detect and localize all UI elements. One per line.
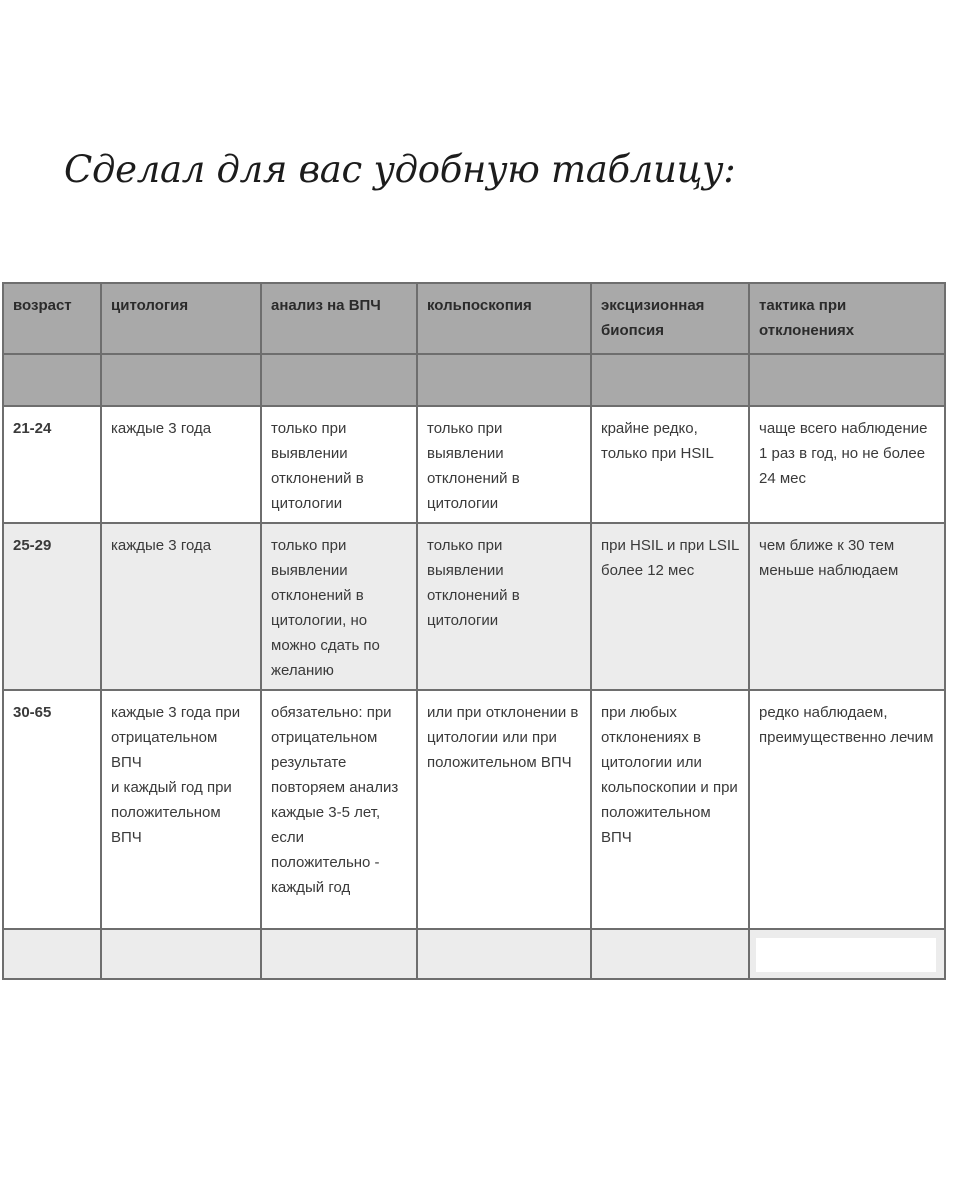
header-age: возраст	[3, 283, 101, 354]
biopsy-cell	[591, 690, 749, 929]
age-cell: 30-65	[3, 690, 101, 929]
cell-text: каждые 3 года	[111, 420, 212, 437]
cell-text: только при выявлении отклонений в цитологии	[427, 537, 520, 629]
header-hpv: анализ на ВПЧ	[261, 283, 417, 354]
tactics-cell	[749, 690, 945, 929]
cell-text: каждые 3 года	[111, 537, 212, 554]
cell-text: только при выявлении отклонений в цитологии	[271, 420, 364, 512]
page-title: Сделал для вас удобную таблицу:	[64, 148, 736, 191]
hpv-cell	[261, 523, 417, 690]
hpv-cell	[261, 406, 417, 523]
header-colposcopy: кольпоскопия	[417, 283, 591, 354]
empty-cell	[3, 929, 101, 979]
empty-cell	[749, 354, 945, 406]
colposcopy-cell	[417, 406, 591, 523]
biopsy-cell	[591, 523, 749, 690]
hpv-cell	[261, 690, 417, 929]
header-cytology: цитология	[101, 283, 261, 354]
empty-cell	[101, 929, 261, 979]
cell-text: чем ближе к 30 тем меньше наблюдаем	[759, 537, 899, 579]
table-row	[3, 690, 945, 929]
cell-text: только при выявлении отклонений в цитологии, но можно сдать по желанию	[271, 537, 380, 679]
table-row	[3, 523, 945, 690]
header-row	[3, 283, 945, 354]
empty-cell	[261, 354, 417, 406]
cell-text: при HSIL и при LSIL более 12 мес	[601, 537, 739, 579]
empty-row	[3, 929, 945, 979]
empty-cell	[417, 354, 591, 406]
cell-text: редко наблюдаем, преимущественно лечим	[759, 704, 934, 746]
empty-cell	[591, 354, 749, 406]
cell-text: и каждый год при положительном ВПЧ	[111, 779, 232, 846]
cytology-cell	[101, 690, 261, 929]
screening-table	[2, 282, 946, 980]
tactics-cell	[749, 523, 945, 690]
blank-box	[756, 938, 936, 972]
spacer-row	[3, 354, 945, 406]
cell-text: только при выявлении отклонений в цитологии	[427, 420, 520, 512]
age-cell: 25-29	[3, 523, 101, 690]
tactics-cell	[749, 406, 945, 523]
cell-text: крайне редко, только при HSIL	[601, 420, 714, 462]
header-biopsy: эксцизионная биопсия	[591, 283, 749, 354]
cytology-cell	[101, 406, 261, 523]
empty-cell	[749, 929, 945, 979]
cell-text: чаще всего наблюдение 1 раз в год, но не более 24 мес	[759, 420, 928, 487]
age-cell: 21-24	[3, 406, 101, 523]
empty-cell	[261, 929, 417, 979]
table-row	[3, 406, 945, 523]
empty-cell	[417, 929, 591, 979]
empty-cell	[591, 929, 749, 979]
biopsy-cell	[591, 406, 749, 523]
cytology-cell	[101, 523, 261, 690]
header-tactics: тактика при отклонениях	[749, 283, 945, 354]
cell-text: каждые 3 года при отрицательном ВПЧ	[111, 704, 241, 771]
colposcopy-cell	[417, 523, 591, 690]
colposcopy-cell	[417, 690, 591, 929]
empty-cell	[3, 354, 101, 406]
cell-text: обязательно: при отрицательном результате повторяем анализ каждые 3-5 лет, если положительно - каждый год	[271, 704, 399, 896]
cell-text: или при отклонении в цитологии или при положительном ВПЧ	[427, 704, 579, 771]
cell-text: при любых отклонениях в цитологии или кольпоскопии и при положительном ВПЧ	[601, 704, 738, 846]
empty-cell	[101, 354, 261, 406]
